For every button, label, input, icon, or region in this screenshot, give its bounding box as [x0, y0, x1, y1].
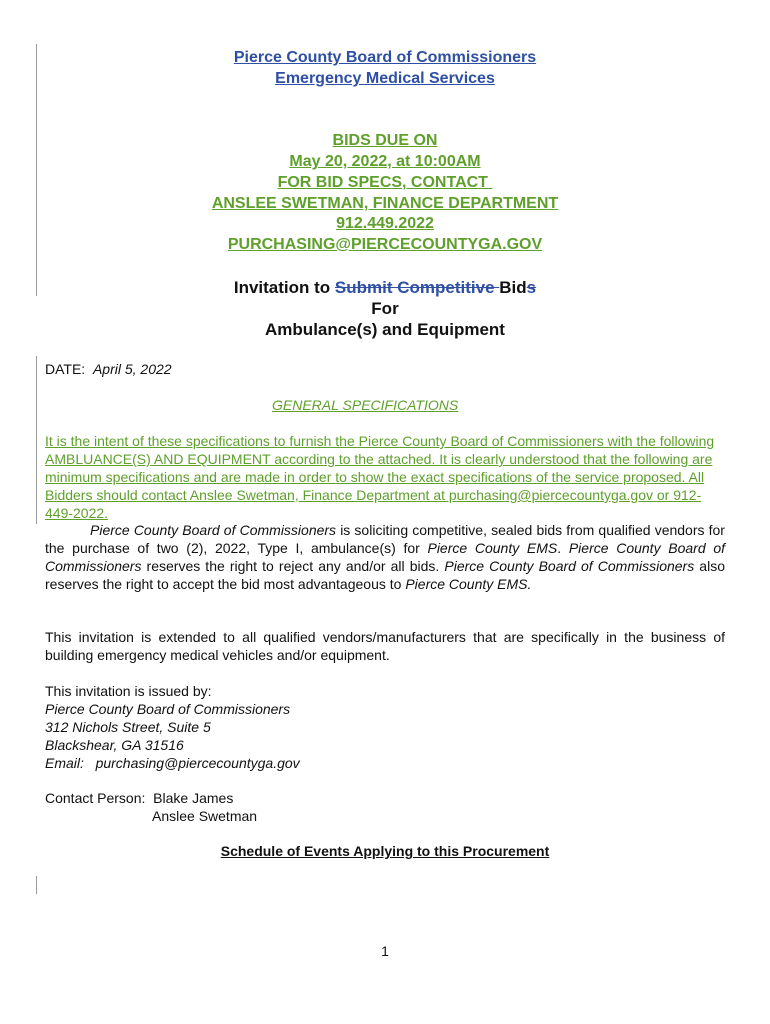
- contact-name: ANSLEE SWETMAN, FINANCE DEPARTMENT: [211, 195, 559, 212]
- title-deleted-s: s: [526, 278, 537, 297]
- bids-due-heading: BIDS DUE ON: [332, 132, 438, 149]
- page-number: 1: [381, 943, 389, 959]
- change-bar-middle: [36, 356, 37, 524]
- title-line: [0, 278, 770, 298]
- date-line: [45, 360, 725, 378]
- title-for: For: [371, 299, 399, 318]
- org-name: Pierce County Board of Commissioners: [233, 49, 537, 66]
- soliciting-paragraph: Pierce County Board of Commissioners is soliciting competitive, sealed bids from qualified vendors for the purchase of two (2), 2022, Type I, ambulance(s) for Pierce County EMS. Pierce County Board of Commissioners reserves the right to reject any and/or all bids. Pierce County Board of Commissioners also reserves the right to accept the bid most advantageous to Pierce County EMS.: [45, 522, 725, 592]
- general-specs-heading: GENERAL SPECIFICATIONS: [272, 397, 459, 413]
- contact-email: PURCHASING@PIERCECOUNTYGA.GOV: [227, 236, 543, 253]
- intent-paragraph: It is the intent of these specifications to furnish the Pierce County Board of Commissioners with the following AMBLUANCE(S) AND EQUIPMENT according to the attached. It is clearly understood that the following are minimum specifications and are made in order to show the exact specifications of the service proposed. All Bidders should contact Anslee Swetman, Finance Department at purchasing@piercecountyga.gov or 912-449-2022.: [45, 433, 715, 521]
- org-department: Emergency Medical Services: [275, 70, 495, 87]
- contact-line: [45, 789, 725, 807]
- title-subject: Ambulance(s) and Equipment: [265, 320, 505, 339]
- title-prefix: Invitation to: [233, 278, 335, 297]
- issued-by-city: Blackshear, GA 31516: [45, 737, 184, 753]
- bid-specs-contact: FOR BID SPECS, CONTACT: [277, 174, 493, 191]
- issued-by-email: Email: purchasing@piercecountyga.gov: [45, 755, 300, 771]
- schedule-heading: Schedule of Events Applying to this Procurement: [220, 843, 550, 859]
- contact-phone: 912.449.2022: [336, 215, 434, 232]
- bids-due-date: May 20, 2022, at 10:00AM: [289, 153, 481, 170]
- title-deleted-text: Submit Competitive: [334, 278, 500, 297]
- contact-person-2: Anslee Swetman: [152, 808, 258, 824]
- date-value: April 5, 2022: [92, 361, 172, 377]
- contact-person-1: Blake James: [153, 790, 234, 806]
- invitation-paragraph: This invitation is extended to all qualified vendors/manufacturers that are specifically in the business of building emergency medical vehicles and/or equipment.: [45, 629, 725, 663]
- issued-by-label: This invitation is issued by:: [45, 683, 212, 699]
- title-bid: Bid: [499, 278, 527, 297]
- issued-by-street: 312 Nichols Street, Suite 5: [45, 719, 211, 735]
- date-label: DATE:: [45, 361, 93, 377]
- contact-label: Contact Person:: [45, 790, 154, 806]
- issued-by-org: Pierce County Board of Commissioners: [45, 701, 291, 717]
- change-bar-bottom: [36, 876, 37, 894]
